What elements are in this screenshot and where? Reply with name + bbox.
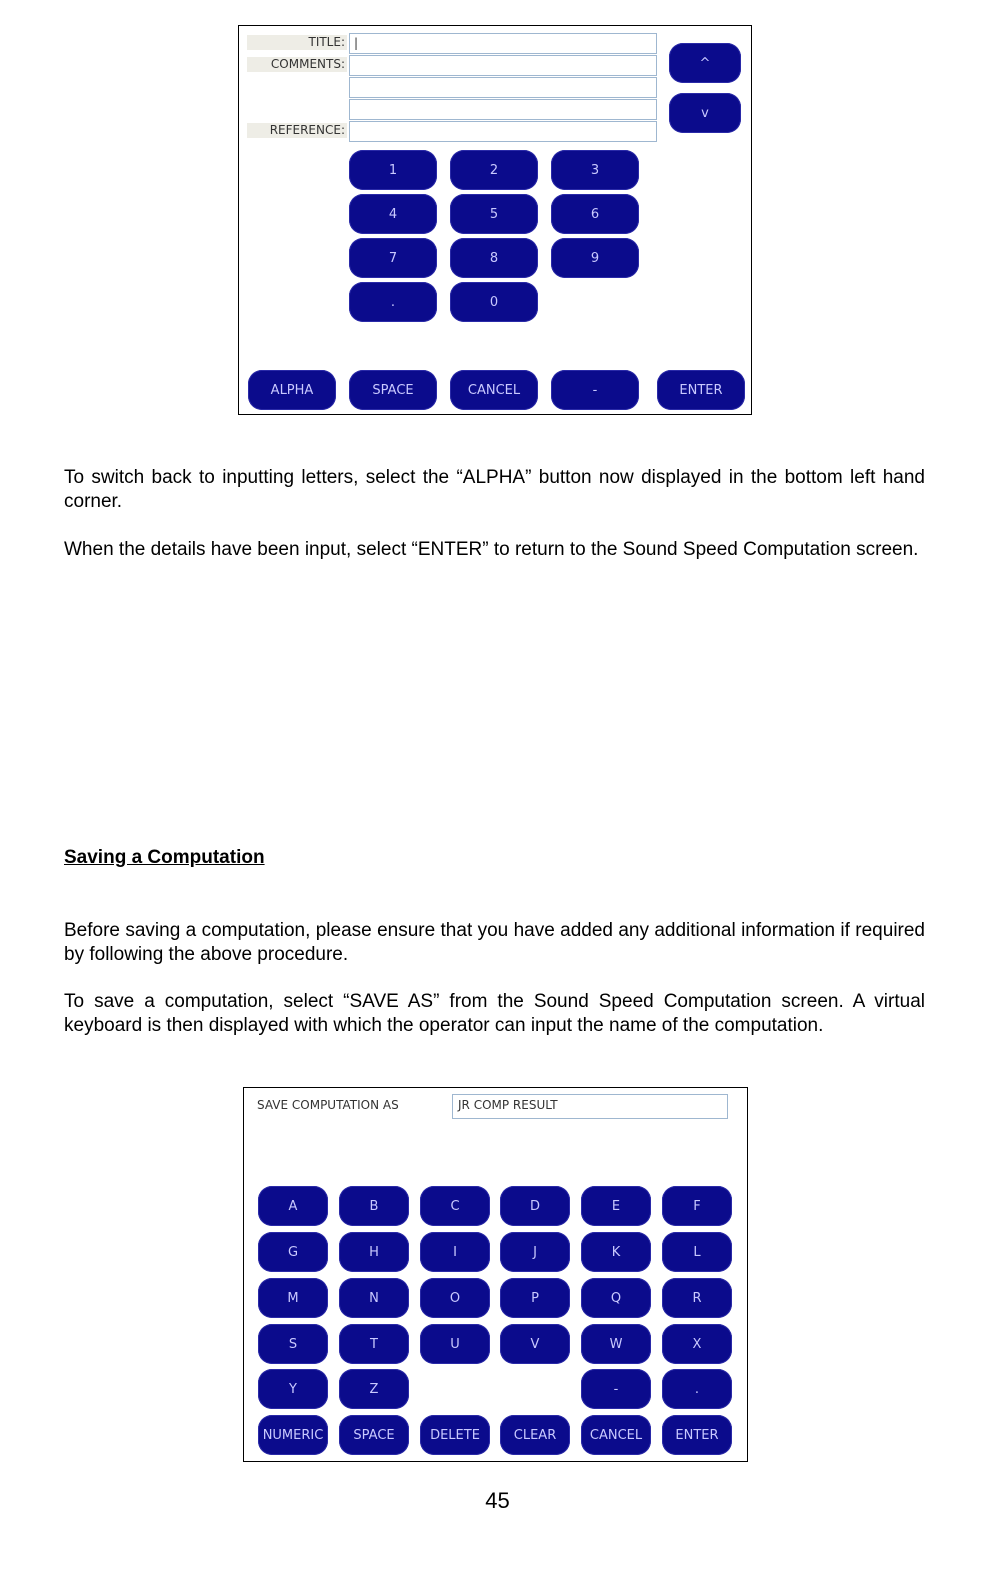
paragraph-before-saving: Before saving a computation, please ensure that you have added any additional information if required by following the above procedure. bbox=[64, 920, 925, 965]
computation-name-input[interactable]: JR COMP RESULT bbox=[452, 1094, 728, 1119]
page-number: 45 bbox=[485, 1488, 510, 1513]
key-v[interactable]: V bbox=[500, 1324, 570, 1364]
key-p[interactable]: P bbox=[500, 1278, 570, 1318]
key-9[interactable]: 9 bbox=[551, 238, 639, 278]
key-x[interactable]: X bbox=[662, 1324, 732, 1364]
key-r[interactable]: R bbox=[662, 1278, 732, 1318]
key-4[interactable]: 4 bbox=[349, 194, 437, 234]
key-b[interactable]: B bbox=[339, 1186, 409, 1226]
scroll-down-button[interactable]: v bbox=[669, 93, 741, 133]
alpha-button[interactable]: ALPHA bbox=[248, 370, 336, 410]
enter-button[interactable]: ENTER bbox=[657, 370, 745, 410]
key-0[interactable]: 0 bbox=[450, 282, 538, 322]
key-d[interactable]: D bbox=[500, 1186, 570, 1226]
comments-input-line-2[interactable] bbox=[349, 77, 657, 98]
save-computation-screenshot bbox=[243, 1087, 748, 1462]
key-g[interactable]: G bbox=[258, 1232, 328, 1272]
paragraph-save-as: To save a computation, select “SAVE AS” from the Sound Speed Computation screen. A virtual keyboard is then displayed with which the operator can input the name of the computation. bbox=[64, 991, 925, 1036]
enter-button[interactable]: ENTER bbox=[662, 1415, 732, 1455]
dash-button[interactable]: - bbox=[551, 370, 639, 410]
key-period[interactable]: . bbox=[662, 1369, 732, 1409]
space-button[interactable]: SPACE bbox=[349, 370, 437, 410]
key-f[interactable]: F bbox=[662, 1186, 732, 1226]
key-y[interactable]: Y bbox=[258, 1369, 328, 1409]
reference-input[interactable] bbox=[349, 121, 657, 142]
key-z[interactable]: Z bbox=[339, 1369, 409, 1409]
comments-input-line-3[interactable] bbox=[349, 99, 657, 120]
cancel-button[interactable]: CANCEL bbox=[450, 370, 538, 410]
key-t[interactable]: T bbox=[339, 1324, 409, 1364]
key-6[interactable]: 6 bbox=[551, 194, 639, 234]
key-u[interactable]: U bbox=[420, 1324, 490, 1364]
key-8[interactable]: 8 bbox=[450, 238, 538, 278]
key-m[interactable]: M bbox=[258, 1278, 328, 1318]
save-prompt-label: SAVE COMPUTATION AS bbox=[257, 1098, 399, 1112]
key-k[interactable]: K bbox=[581, 1232, 651, 1272]
scroll-up-button[interactable]: ^ bbox=[669, 43, 741, 83]
space-button[interactable]: SPACE bbox=[339, 1415, 409, 1455]
delete-button[interactable]: DELETE bbox=[420, 1415, 490, 1455]
numeric-entry-screenshot bbox=[238, 25, 752, 415]
text-cursor: | bbox=[354, 36, 359, 50]
paragraph-enter-return: When the details have been input, select “ENTER” to return to the Sound Speed Computation screen. bbox=[64, 539, 919, 560]
key-i[interactable]: I bbox=[420, 1232, 490, 1272]
key-j[interactable]: J bbox=[500, 1232, 570, 1272]
key-a[interactable]: A bbox=[258, 1186, 328, 1226]
title-input[interactable] bbox=[349, 33, 657, 54]
key-c[interactable]: C bbox=[420, 1186, 490, 1226]
key-dash[interactable]: - bbox=[581, 1369, 651, 1409]
numeric-button[interactable]: NUMERIC bbox=[258, 1415, 328, 1455]
key-q[interactable]: Q bbox=[581, 1278, 651, 1318]
key-5[interactable]: 5 bbox=[450, 194, 538, 234]
key-2[interactable]: 2 bbox=[450, 150, 538, 190]
key-n[interactable]: N bbox=[339, 1278, 409, 1318]
clear-button[interactable]: CLEAR bbox=[500, 1415, 570, 1455]
title-label: TITLE: bbox=[247, 35, 347, 50]
reference-label: REFERENCE: bbox=[247, 123, 347, 138]
key-w[interactable]: W bbox=[581, 1324, 651, 1364]
key-o[interactable]: O bbox=[420, 1278, 490, 1318]
comments-label: COMMENTS: bbox=[247, 57, 347, 72]
section-heading: Saving a Computation bbox=[64, 847, 265, 868]
comments-input-line-1[interactable] bbox=[349, 55, 657, 76]
key-s[interactable]: S bbox=[258, 1324, 328, 1364]
cancel-button[interactable]: CANCEL bbox=[581, 1415, 651, 1455]
key-e[interactable]: E bbox=[581, 1186, 651, 1226]
key-decimal[interactable]: . bbox=[349, 282, 437, 322]
key-1[interactable]: 1 bbox=[349, 150, 437, 190]
key-7[interactable]: 7 bbox=[349, 238, 437, 278]
paragraph-switch-alpha: To switch back to inputting letters, select the “ALPHA” button now displayed in the bottom left hand corner. bbox=[64, 467, 925, 512]
key-l[interactable]: L bbox=[662, 1232, 732, 1272]
key-3[interactable]: 3 bbox=[551, 150, 639, 190]
key-h[interactable]: H bbox=[339, 1232, 409, 1272]
